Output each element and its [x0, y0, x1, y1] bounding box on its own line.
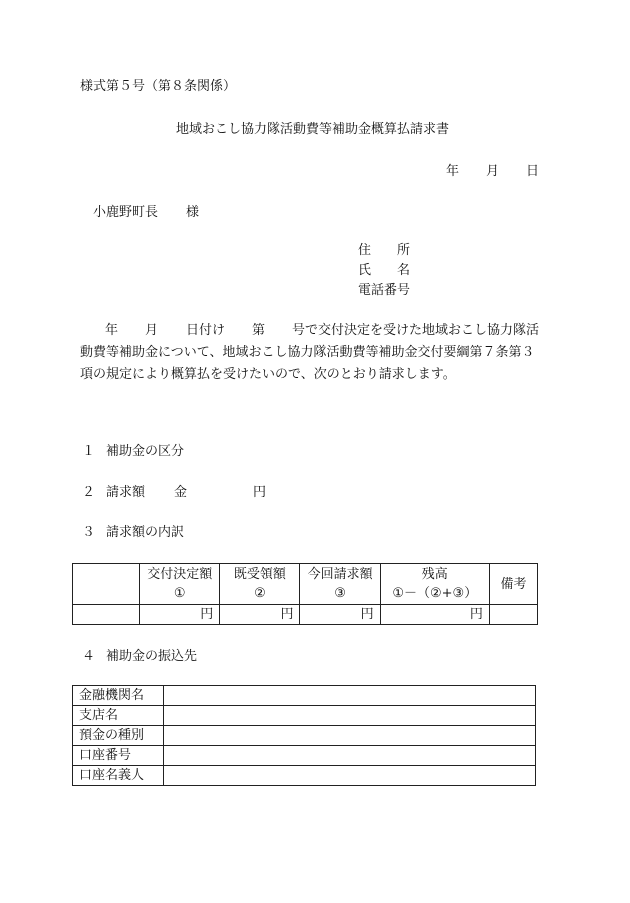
- section-3-label: 請求額の内訳: [106, 525, 185, 540]
- body-no-prefix: 第: [252, 323, 266, 338]
- bank-deposit-type-label: 預金の種別: [73, 726, 164, 746]
- body-line3: 項の規定により概算払を受けたいので、次のとおり請求します。: [80, 367, 456, 382]
- received-amount-cell[interactable]: 円: [220, 605, 300, 625]
- section-3-number: ３: [82, 525, 96, 540]
- breakdown-blank-header: [73, 564, 140, 605]
- bank-branch-value[interactable]: [164, 706, 536, 726]
- body-month: 月: [145, 323, 159, 338]
- breakdown-value-row: [73, 605, 538, 625]
- balance-cell[interactable]: 円: [380, 605, 489, 625]
- bank-institution-value[interactable]: [164, 686, 536, 706]
- bank-account-number-value[interactable]: [164, 746, 536, 766]
- bank-account-number-label: 口座番号: [73, 746, 164, 766]
- current-request-cell[interactable]: 円: [300, 605, 380, 625]
- bank-row-institution: [73, 686, 536, 706]
- body-line2: 動費等補助金について、地域おこし協力隊活動費等補助金交付要綱第７条第３: [80, 345, 535, 360]
- page-title: 地域おこし協力隊活動費等補助金概算払請求書: [176, 122, 450, 137]
- header-received-amount: 既受領額 ②: [220, 564, 300, 605]
- bank-account-holder-value[interactable]: [164, 766, 536, 786]
- bank-row-account-holder: [73, 766, 536, 786]
- bank-row-branch: [73, 706, 536, 726]
- header-balance: 残高 ①－（②+③）: [380, 564, 489, 605]
- date-day-label: 日: [526, 164, 540, 179]
- section-4-label: 補助金の振込先: [106, 649, 198, 664]
- applicant-address-label: 住 所: [358, 243, 410, 258]
- section-2-label: 請求額: [106, 485, 146, 500]
- bank-deposit-type-value[interactable]: [164, 726, 536, 746]
- body-line1-rest: 号で交付決定を受けた地域おこし協力隊活: [292, 323, 540, 338]
- bank-row-deposit-type: [73, 726, 536, 746]
- bank-table: [72, 685, 536, 786]
- section-2-yen: 円: [253, 485, 267, 500]
- header-current-request: 今回請求額 ③: [300, 564, 380, 605]
- applicant-phone-label: 電話番号: [358, 283, 411, 298]
- applicant-name-label: 氏 名: [358, 263, 410, 278]
- bank-account-holder-label: 口座名義人: [73, 766, 164, 786]
- bank-row-account-number: [73, 746, 536, 766]
- breakdown-table: [72, 563, 538, 625]
- bank-branch-label: 支店名: [73, 706, 164, 726]
- form-id: 様式第５号（第８条関係）: [80, 79, 237, 94]
- section-4-number: ４: [82, 649, 96, 664]
- body-day: 日付け: [186, 323, 226, 338]
- addressee-honorific: 様: [186, 205, 200, 220]
- section-1-label: 補助金の区分: [106, 444, 185, 459]
- date-month-label: 月: [486, 164, 500, 179]
- breakdown-header-row: [73, 564, 538, 605]
- header-remarks: 備考: [489, 564, 537, 605]
- bank-institution-label: 金融機関名: [73, 686, 164, 706]
- section-1-number: １: [82, 444, 96, 459]
- decision-amount-cell[interactable]: 円: [140, 605, 220, 625]
- addressee-name: 小鹿野町長: [93, 205, 159, 220]
- date-year-label: 年: [446, 164, 460, 179]
- remarks-cell[interactable]: [489, 605, 537, 625]
- section-2-number: ２: [82, 485, 96, 500]
- section-2-kin: 金: [174, 485, 188, 500]
- header-decision-amount: 交付決定額 ①: [140, 564, 220, 605]
- breakdown-blank-cell: [73, 605, 140, 625]
- body-year: 年: [105, 323, 119, 338]
